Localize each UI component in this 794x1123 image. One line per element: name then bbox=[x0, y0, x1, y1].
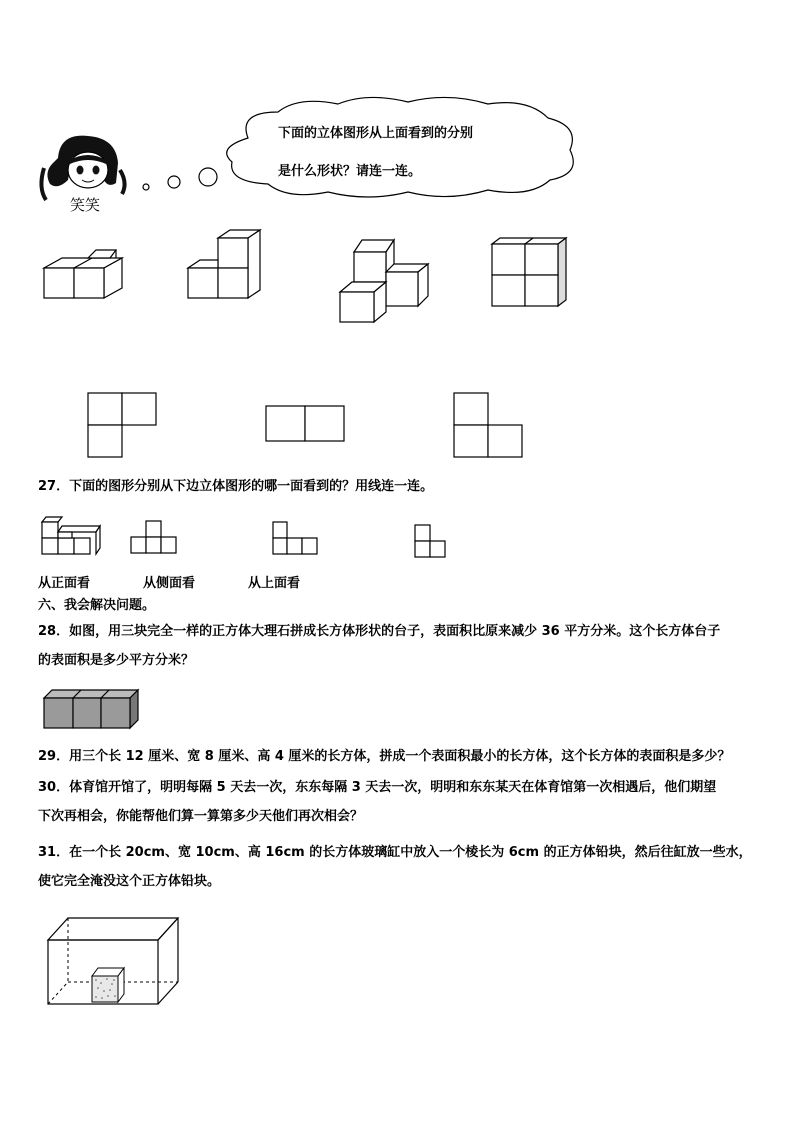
q27-view-shape-c bbox=[414, 523, 448, 559]
question-28-line2: 的表面积是多少平方分米？ bbox=[38, 653, 195, 668]
section-6-heading: 六、我会解决问题。 bbox=[38, 598, 156, 613]
question-30-line1: 30．体育馆开馆了，明明每隔 5 天去一次，东东每隔 3 天去一次，明明和东东某天在体育馆第一次相遇后，他们期望 bbox=[38, 780, 717, 795]
solid-figure-1 bbox=[40, 240, 125, 305]
question-27-text: 27．下面的图形分别从下边立体图形的哪一面看到的？用线连一连。 bbox=[38, 479, 434, 494]
question-28-line1: 28．如图，用三块完全一样的正方体大理石拼成长方体形状的台子，表面积比原来减少 36 平方分米。这个长方体台子 bbox=[38, 624, 721, 639]
question-31-line1: 31．在一个长 20cm、宽 10cm、高 16cm 的长方体玻璃缸中放入一个棱长为 6cm 的正方体铅块，然后往缸放一些水， bbox=[38, 845, 752, 860]
question-31-line2: 使它完全淹没这个正方体铅块。 bbox=[38, 874, 221, 889]
question-30-line2: 下次再相会，你能帮他们算一算第多少天他们再次相会？ bbox=[38, 809, 364, 824]
solid-figure-2 bbox=[188, 228, 268, 303]
bubble-text-line2: 是什么形状？请连一连。 bbox=[278, 164, 422, 179]
speech-bubble-cloud bbox=[218, 98, 583, 198]
top-view-shape-1 bbox=[87, 392, 159, 458]
q27-view-shape-b bbox=[272, 521, 320, 555]
solid-figure-4 bbox=[490, 236, 570, 308]
question-29-text: 29．用三个长 12 厘米、宽 8 厘米、高 4 厘米的长方体，拼成一个表面积最小的长方体，这个长方体的表面积是多少？ bbox=[38, 749, 731, 764]
view-label-top: 从上面看 bbox=[248, 576, 301, 591]
top-view-shape-3 bbox=[453, 392, 525, 458]
view-label-front: 从正面看 bbox=[38, 576, 91, 591]
q28-stone-block-figure bbox=[42, 688, 142, 730]
solid-figure-3 bbox=[338, 236, 433, 326]
top-view-shape-2 bbox=[265, 405, 347, 443]
cartoon-name-label: 笑笑 bbox=[70, 196, 101, 214]
q27-view-shape-a bbox=[130, 519, 178, 555]
view-label-side: 从侧面看 bbox=[143, 576, 196, 591]
thought-circles bbox=[140, 165, 220, 195]
q27-solid-figure bbox=[40, 514, 102, 556]
q31-glass-tank-figure bbox=[44, 912, 184, 1008]
bubble-text-line1: 下面的立体图形从上面看到的分别 bbox=[278, 126, 474, 141]
